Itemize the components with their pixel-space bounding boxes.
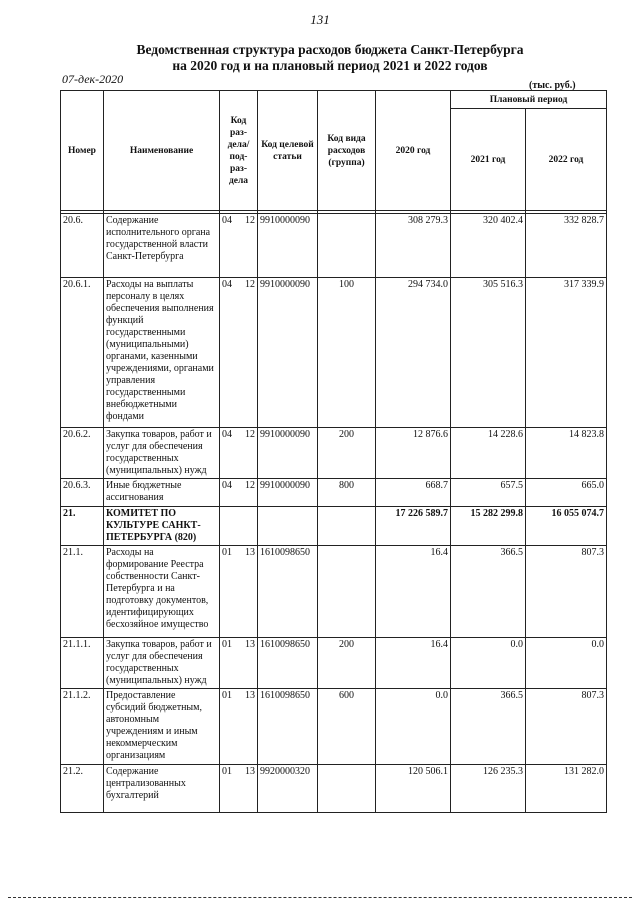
row-section-code: [220, 546, 258, 638]
header-plan-period: Плановый период: [451, 91, 607, 109]
row-number: 20.6.: [61, 214, 104, 278]
row-value-2022: 0.0: [526, 638, 607, 689]
row-section: 01: [222, 766, 232, 777]
row-value-2020: 668.7: [376, 479, 451, 507]
row-value-2022: 807.3: [526, 689, 607, 765]
row-value-2020: 294 734.0: [376, 278, 451, 428]
row-expense-type-code: [318, 765, 376, 813]
row-value-2021: 14 228.6: [451, 428, 526, 479]
document-title: [40, 42, 620, 74]
row-value-2022: 317 339.9: [526, 278, 607, 428]
row-value-2020: 12 876.6: [376, 428, 451, 479]
row-value-2021: 126 235.3: [451, 765, 526, 813]
row-name: Расходы на выплаты персоналу в целях обеспечения выполнения функций государственными (муниципальными) органами, казенными учреждениями, органами управления государственными внебюджетными фондами: [104, 278, 220, 428]
row-expense-type-code: 800: [318, 479, 376, 507]
header-name: Наименование: [104, 91, 220, 211]
row-number: 20.6.2.: [61, 428, 104, 479]
header-section-code: Код раз- дела/ под- раз- дела: [220, 91, 258, 211]
row-subsection: 12: [245, 429, 255, 440]
footer-divider: [8, 897, 632, 898]
table-row: [61, 765, 607, 813]
row-section: 01: [222, 639, 232, 650]
row-subsection: 13: [245, 766, 255, 777]
table-row: [61, 689, 607, 765]
row-name: Закупка товаров, работ и услуг для обеспечения государственных (муниципальных) нужд: [104, 638, 220, 689]
header-expense-type-code: Код вида расходов (группа): [318, 91, 376, 211]
row-value-2021: 657.5: [451, 479, 526, 507]
table-body: [61, 211, 607, 813]
row-target-code: 9910000090: [258, 428, 318, 479]
row-subsection: 13: [245, 547, 255, 558]
header-year-2022: 2022 год: [526, 109, 607, 211]
row-number: 20.6.1.: [61, 278, 104, 428]
row-name: Содержание централизованных бухгалтерий: [104, 765, 220, 813]
row-number: 21.: [61, 507, 104, 546]
table-row: [61, 546, 607, 638]
row-expense-type-code: [318, 546, 376, 638]
row-section-code: [220, 214, 258, 278]
row-subsection: 12: [245, 279, 255, 290]
row-value-2021: 0.0: [451, 638, 526, 689]
row-section: 01: [222, 547, 232, 558]
table-row: [61, 278, 607, 428]
table-row: [61, 507, 607, 546]
row-section: 04: [222, 279, 232, 290]
row-number: 21.1.2.: [61, 689, 104, 765]
page-number: 131: [310, 12, 330, 27]
title-line-1: Ведомственная структура расходов бюджета Санкт-Петербурга: [136, 42, 524, 57]
table-row: [61, 638, 607, 689]
header-number: Номер: [61, 91, 104, 211]
row-value-2021: 366.5: [451, 689, 526, 765]
row-target-code: 9920000320: [258, 765, 318, 813]
row-value-2020: 308 279.3: [376, 214, 451, 278]
row-section-code: [220, 278, 258, 428]
row-section: 01: [222, 690, 232, 701]
units-label: (тыс. руб.): [529, 80, 576, 91]
row-target-code: 9910000090: [258, 479, 318, 507]
row-subsection: 13: [245, 690, 255, 701]
row-number: 20.6.3.: [61, 479, 104, 507]
row-name: Закупка товаров, работ и услуг для обеспечения государственных (муниципальных) нужд: [104, 428, 220, 479]
row-name: КОМИТЕТ ПО КУЛЬТУРЕ САНКТ-ПЕТЕРБУРГА (820): [104, 507, 220, 546]
row-value-2022: 16 055 074.7: [526, 507, 607, 546]
row-number: 21.2.: [61, 765, 104, 813]
row-subsection: 12: [245, 480, 255, 491]
row-section-code: [220, 765, 258, 813]
row-value-2020: 16.4: [376, 546, 451, 638]
row-section: 04: [222, 429, 232, 440]
row-expense-type-code: 200: [318, 638, 376, 689]
row-value-2020: 120 506.1: [376, 765, 451, 813]
header-target-code: Код целевой статьи: [258, 91, 318, 211]
row-section-code: [220, 428, 258, 479]
row-target-code: 9910000090: [258, 278, 318, 428]
row-value-2022: 14 823.8: [526, 428, 607, 479]
row-subsection: 12: [245, 215, 255, 226]
row-target-code: 9910000090: [258, 214, 318, 278]
row-value-2022: 807.3: [526, 546, 607, 638]
budget-table: [60, 90, 607, 813]
document-date: 07-дек-2020: [62, 72, 124, 86]
table-header-row: [61, 91, 607, 109]
row-expense-type-code: 100: [318, 278, 376, 428]
table-row: [61, 479, 607, 507]
row-section-code: [220, 689, 258, 765]
row-value-2022: 665.0: [526, 479, 607, 507]
row-value-2020: 16.4: [376, 638, 451, 689]
row-name: Расходы на формирование Реестра собственности Санкт-Петербурга и на подготовку документов, идентифицирующих бесхозяйное имущество: [104, 546, 220, 638]
row-section-code: [220, 507, 258, 546]
row-section: 04: [222, 480, 232, 491]
row-value-2022: 131 282.0: [526, 765, 607, 813]
row-value-2020: 17 226 589.7: [376, 507, 451, 546]
row-value-2021: 15 282 299.8: [451, 507, 526, 546]
row-expense-type-code: 600: [318, 689, 376, 765]
row-target-code: [258, 507, 318, 546]
table-row: [61, 214, 607, 278]
row-section-code: [220, 638, 258, 689]
row-section: 04: [222, 215, 232, 226]
row-subsection: 13: [245, 639, 255, 650]
table-row: [61, 428, 607, 479]
row-value-2021: 366.5: [451, 546, 526, 638]
row-value-2020: 0.0: [376, 689, 451, 765]
row-expense-type-code: [318, 507, 376, 546]
row-expense-type-code: 200: [318, 428, 376, 479]
row-target-code: 1610098650: [258, 546, 318, 638]
row-name: Содержание исполнительного органа государственной власти Санкт-Петербурга: [104, 214, 220, 278]
row-name: Предоставление субсидий бюджетным, автономным учреждениям и иным некоммерческим организациям: [104, 689, 220, 765]
title-line-2: на 2020 год и на плановый период 2021 и 2022 годов: [172, 58, 488, 73]
row-target-code: 1610098650: [258, 689, 318, 765]
header-year-2020: 2020 год: [376, 91, 451, 211]
row-value-2021: 320 402.4: [451, 214, 526, 278]
row-target-code: 1610098650: [258, 638, 318, 689]
row-section-code: [220, 479, 258, 507]
row-value-2022: 332 828.7: [526, 214, 607, 278]
row-value-2021: 305 516.3: [451, 278, 526, 428]
row-number: 21.1.: [61, 546, 104, 638]
row-name: Иные бюджетные ассигнования: [104, 479, 220, 507]
row-expense-type-code: [318, 214, 376, 278]
row-number: 21.1.1.: [61, 638, 104, 689]
header-year-2021: 2021 год: [451, 109, 526, 211]
